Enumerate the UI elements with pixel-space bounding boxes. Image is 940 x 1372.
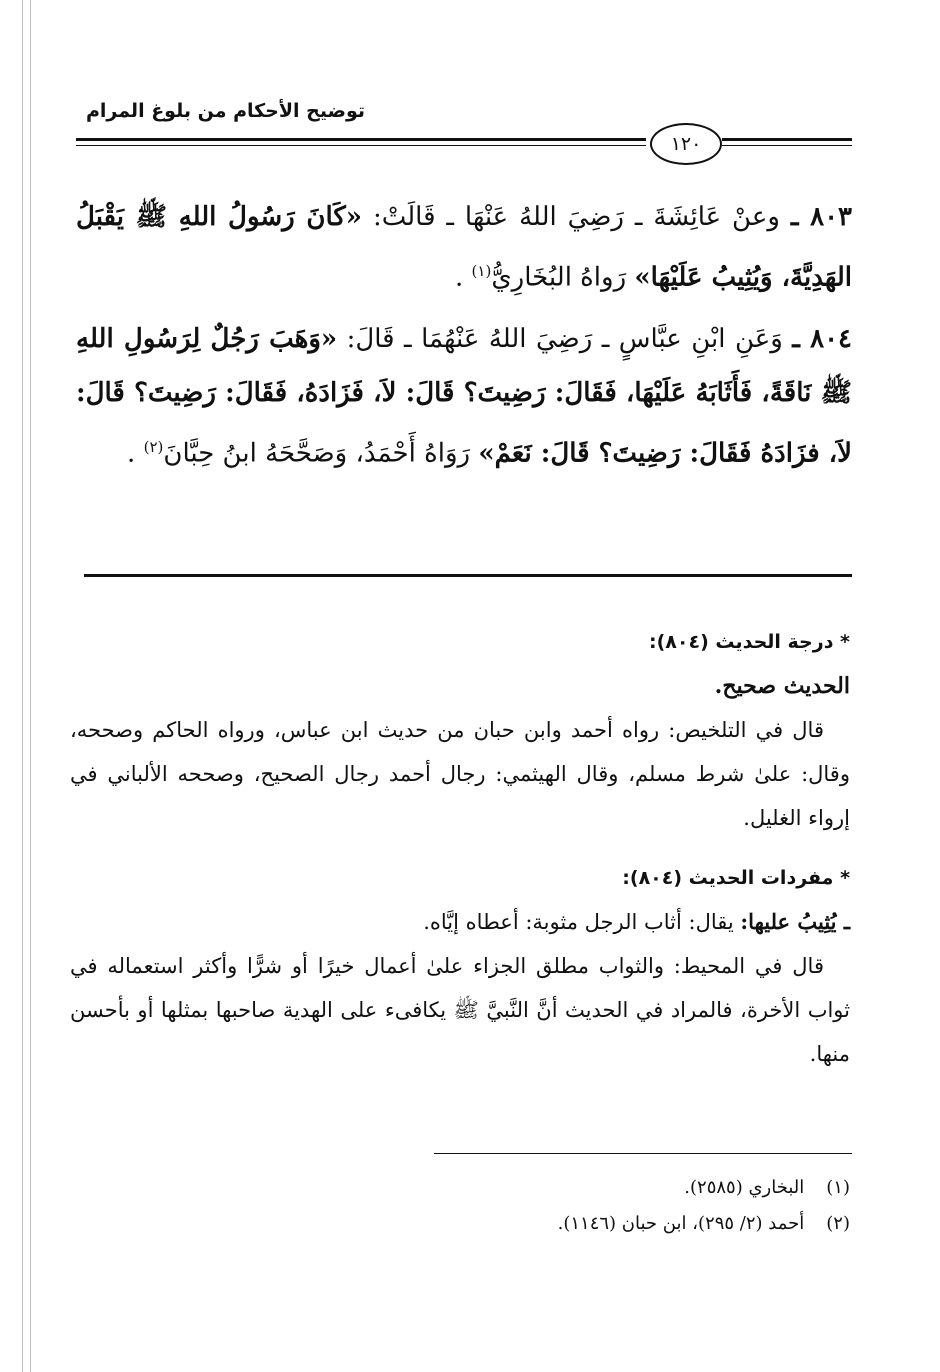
header-rule-right [722,138,852,141]
header-rule-left [76,138,646,141]
hadith-number: ٨٠٤ ـ [792,324,853,354]
hadith-source: رَوَاهُ أَحْمَدُ، وَصَحَّحَهُ ابنُ حِبَّانَ [163,438,471,469]
hadith-end: . [455,262,464,293]
hadith-quote: «كَانَ رَسُولُ اللهِ ﷺ يَقْبَلُ الهَدِيَّةَ، وَيُثِيبُ عَلَيْهَا» [76,202,852,293]
footnote-item [300,1206,850,1242]
footnote-ref: (٢) [143,438,164,456]
footnote-number: (١) [826,1177,850,1198]
footnote-item [300,1170,850,1206]
margin-line-left-inner [30,0,31,1372]
vocab-text: قال في المحيط: والثواب مطلق الجزاء علىٰ أعمال خيرًا أو شرًّا وأكثر استعماله في ثواب الأخرة، فالمراد في الحديث أنَّ النَّبيَّ ﷺ يكافىء على الهدية صاحبها بمثلها أو بأحسن منها. [70,954,850,1066]
hadith-source: رَواهُ البُخَارِيُّ [491,262,627,293]
page-number: ١٢٠ [650,123,722,165]
vocab-heading: * مفردات الحديث (٨٠٤): [622,867,850,889]
vocab-term-def: يقال: أثاب الرجل مثوبة: أعطاه إيَّاه. [423,910,734,934]
hadith-end: . [127,438,136,469]
hadith-804 [76,312,852,481]
hadith-803 [76,190,852,305]
book-title: توضيح الأحكام من بلوغ المرام [85,100,365,122]
vocab-section [70,856,850,1076]
footnote-text: أحمد (٢/ ٢٩٥)، ابن حبان (١١٤٦). [557,1213,805,1234]
grade-heading: * درجة الحديث (٨٠٤): [648,631,850,653]
vocab-term-line [70,900,850,944]
hadith-quote: «وَهَبَ رَجُلٌ لِرَسُولِ اللهِ ﷺ نَاقَةً، فَأَثَابَهُ عَلَيْهَا، فَقَالَ: رَضِيتَ؟ قَالَ: لاَ، فَزَادَهُ، فَقَالَ: رَضِيتَ؟ قَالَ: لاَ، فزَادَهُ فَقَالَ: رَضِيتَ؟ قَالَ: نَعَمْ» [76,324,852,469]
vocab-term: ـ يُثِيبُ عليها: [740,909,850,934]
footnote-ref: (١) [471,262,492,280]
header-rule-left-thin [76,145,646,146]
hadith-intro: وَعَنِ ابْنِ عبَّاسٍ ـ رَضِيَ اللهُ عَنْهُمَا ـ قَالَ: [346,324,783,354]
section-divider [84,574,852,577]
hadith-intro: وعنْ عَائِشَةَ ـ رَضِيَ اللهُ عَنْهَا ـ قَالَتْ: [372,202,780,232]
header-rule-right-thin [722,145,852,146]
footnote-number: (٢) [826,1213,850,1234]
margin-line-left [22,0,23,1372]
footnote-rule [434,1153,852,1154]
footnote-text: البخاري (٢٥٨٥). [684,1177,805,1198]
footnotes [300,1170,850,1242]
grade-text: قال في التلخيص: رواه أحمد وابن حبان من حديث ابن عباس، ورواه الحاكم وصححه، وقال: علىٰ شرط مسلم، وقال الهيثمي: رجال أحمد رجال الصحيح، وصححه الألباني في إرواء الغليل. [70,718,850,830]
hadith-number: ٨٠٣ ـ [790,202,853,232]
grade-verdict: الحديث صحيح. [714,673,850,699]
grade-section [70,620,850,840]
